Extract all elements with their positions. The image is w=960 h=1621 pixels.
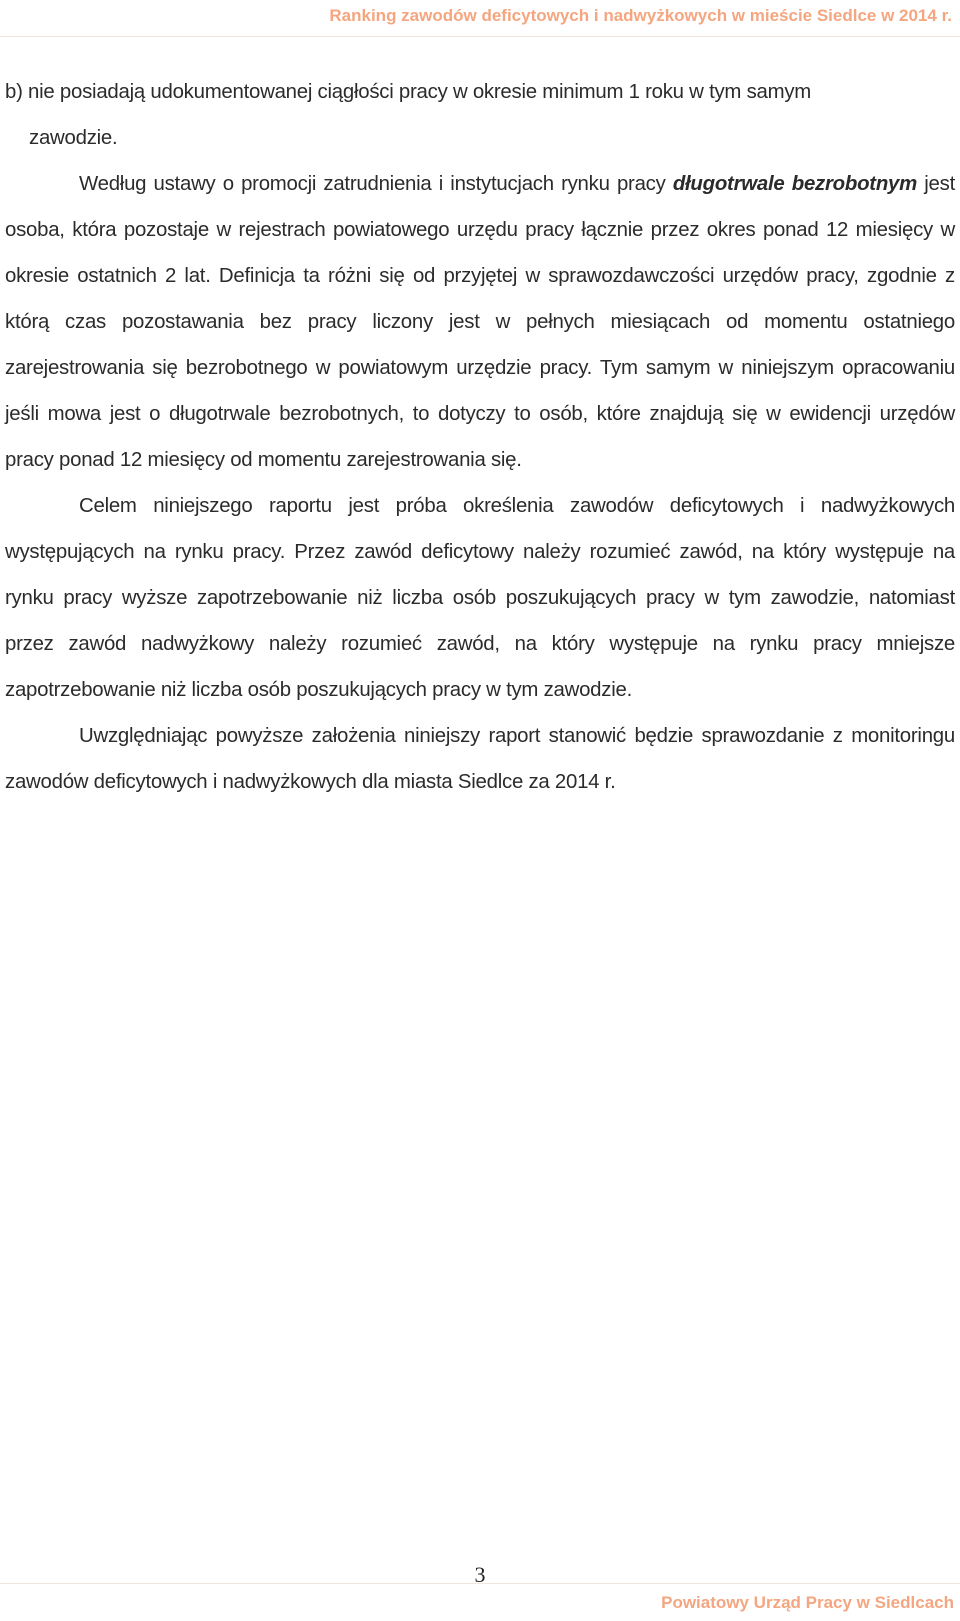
paragraph-definition-rest: jest osoba, która pozostaje w rejestrach powiatowego urzędu pracy łącznie przez okres ponad 12 miesięcy w okresie ostatnich 2 lat. Definicja ta różni się od przyjętej w sprawozdawczości urzędów pracy, zgodnie z którą czas pozostawania bez pracy liczony jest w pełnych miesiącach od momentu ostatniego zarejestrowania się bezrobotnego w powiatowym urzędzie pracy. Tym samym w niniejszym opracowaniu jeśli mowa jest o długotrwale bezrobotnych, to dotyczy to osób, które znajdują się w ewidencji urzędów pracy ponad 12 miesięcy od momentu zarejestrowania się. [5,173,955,471]
list-item-b-line1: b) nie posiadają udokumentowanej ciągłości pracy w okresie minimum 1 roku w tym samym [5,81,812,103]
paragraph-purpose: Celem niniejszego raportu jest próba określenia zawodów deficytowych i nadwyżkowych występujących na rynku pracy. Przez zawód deficytowy należy rozumieć zawód, na który występuje na rynku pracy wyższe zapotrzebowanie niż liczba osób poszukujących pracy w tym zawodzie, natomiast przez zawód nadwyżkowy należy rozumieć zawód, na który występuje na rynku pracy mniejsze zapotrzebowanie niż liczba osób poszukujących pracy w tym zawodzie. [5,495,955,701]
page-footer [0,1583,960,1621]
list-item-b [5,69,955,115]
document-body [5,69,955,805]
paragraph-definition-lead: Według ustawy o promocji zatrudnienia i instytucjach rynku pracy [79,173,673,195]
footer-divider [0,1583,960,1584]
footer-text: Powiatowy Urząd Pracy w Siedlcach [661,1593,954,1612]
paragraph-definition [5,161,955,483]
header-divider [0,36,960,37]
list-item-b-line2: zawodzie. [29,127,118,149]
paragraph-summary: Uwzględniając powyższe założenia niniejszy raport stanowić będzie sprawozdanie z monitoringu zawodów deficytowych i nadwyżkowych dla miasta Siedlce za 2014 r. [5,725,955,793]
page-number: 3 [474,1562,486,1587]
list-item-b-continuation [5,115,955,161]
header-title: Ranking zawodów deficytowych i nadwyżkowych w mieście Siedlce w 2014 r. [329,6,952,25]
page-header [0,0,960,36]
defined-term: długotrwale bezrobotnym [672,173,917,195]
